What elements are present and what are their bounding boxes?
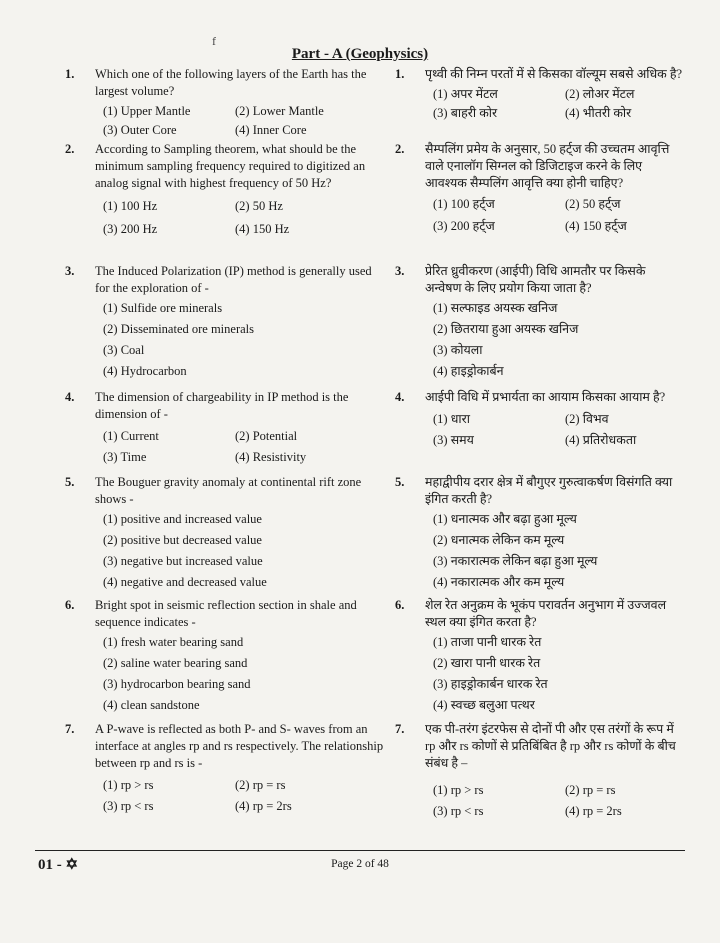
option-3: (3) negative but increased value [103,554,263,568]
option-2: (2) Lower Mantle [235,104,324,118]
question-number: 3. [65,264,75,278]
question-text: सैम्पलिंग प्रमेय के अनुसार, 50 हर्ट्ज की उच्चतम आवृत्ति वाले एनालॉग सिग्नल को डिजिटाइज करने के लिए आवश्यक सैम्पलिंग आवृत्ति क्या होनी चाहिए? [425,142,670,190]
option-2: (2) positive but decreased value [103,533,262,547]
option-1: (1) अपर मेंटल [433,87,498,101]
question-text: A P-wave is reflected as both P- and S- waves from an interface at angles rp and rs respectively. The relationship between rp and rs is - [95,722,384,770]
option-2: (2) धनात्मक लेकिन कम मूल्य [433,533,565,547]
question-5-en [65,474,385,597]
section-title: Part - A (Geophysics) [291,46,429,62]
option-4: (4) भीतरी कोर [565,106,632,120]
question-1-en [65,66,385,141]
question-text: According to Sampling theorem, what should be the minimum sampling frequency required to digitized an analog signal with highest frequency of 50 Hz? [95,142,366,190]
options [95,300,385,380]
question-number: 7. [65,722,75,736]
question-1-hi [395,66,685,141]
question-number: 1. [395,67,405,81]
question-7-en [65,721,385,815]
question-6-hi [395,597,685,721]
option-4: (4) rp = 2rs [235,799,292,813]
question-text: Bright spot in seismic reflection section in shale and sequence indicates - [95,598,357,629]
option-4: (4) Hydrocarbon [103,364,187,378]
question-text: महाद्वीपीय दरार क्षेत्र में बौगुएर गुरुत्वाकर्षण विसंगति क्या इंगित करती है? [425,475,673,506]
question-2-hi [395,141,685,263]
option-2: (2) खारा पानी धारक रेत [433,656,541,670]
question-3-en [65,263,385,389]
question-text: एक पी-तरंग इंटरफेस से दोनों पी और एस तरंगों के रूप में rp और rs कोणों से प्रतिबिंबित है rp और rs कोणों के बीच संबंध है – [425,722,676,770]
booklet-code: 01 - ✡ [38,857,79,873]
option-4: (4) 150 हर्ट्ज [565,219,627,233]
option-2: (2) rp = rs [565,783,616,797]
options [95,634,385,714]
question-6-en [65,597,385,721]
question-number: 6. [65,598,75,612]
option-2: (2) saline water bearing sand [103,656,248,670]
option-4: (4) हाइड्रोकार्बन [433,364,504,378]
option-2: (2) 50 हर्ट्ज [565,197,621,211]
option-1: (1) सल्फाइड अयस्क खनिज [433,301,558,315]
option-3: (3) कोयला [433,343,483,357]
option-1: (1) fresh water bearing sand [103,635,244,649]
options [95,777,385,815]
question-text: प्रेरित ध्रुवीकरण (आईपी) विधि आमतौर पर किसके अन्वेषण के लिए प्रयोग किया जाता है? [425,264,646,295]
option-3: (3) Outer Core [103,123,177,137]
question-number: 3. [395,264,405,278]
option-2: (2) छितराया हुआ अयस्क खनिज [433,322,579,336]
question-number: 5. [395,475,405,489]
option-2: (2) 50 Hz [235,199,283,213]
option-1: (1) rp > rs [433,783,484,797]
option-3: (3) Coal [103,343,145,357]
option-1: (1) Sulfide ore minerals [103,301,223,315]
question-text: पृथ्वी की निम्न परतों में से किसका वॉल्यूम सबसे अधिक है? [425,67,683,81]
option-1: (1) Current [103,429,159,443]
question-text: The Induced Polarization (IP) method is generally used for the exploration of - [95,264,372,295]
footer-divider [35,850,685,851]
options [395,300,685,380]
options [395,411,685,449]
question-text: The dimension of chargeability in IP method is the dimension of - [95,390,349,421]
options [95,198,385,238]
pen-mark: f [212,34,216,48]
option-3: (3) 200 हर्ट्ज [433,219,495,233]
question-text: The Bouguer gravity anomaly at continental rift zone shows - [95,475,362,506]
question-number: 7. [395,722,405,736]
hindi-column [395,66,685,820]
options [395,782,685,820]
question-text: आईपी विधि में प्रभार्यता का आयाम किसका आयाम है? [425,390,666,404]
option-2: (2) लोअर मेंटल [565,87,635,101]
option-3: (3) हाइड्रोकार्बन धारक रेत [433,677,548,691]
option-4: (4) clean sandstone [103,698,200,712]
question-text: Which one of the following layers of the Earth has the largest volume? [95,67,367,98]
option-4: (4) negative and decreased value [103,575,267,589]
option-1: (1) 100 हर्ट्ज [433,197,495,211]
option-3: (3) hydrocarbon bearing sand [103,677,251,691]
options [395,511,685,591]
question-4-hi [395,389,685,474]
question-number: 2. [65,142,75,156]
options [95,511,385,591]
option-2: (2) Potential [235,429,298,443]
question-number: 4. [395,390,405,404]
question-number: 2. [395,142,405,156]
option-4: (4) प्रतिरोधकता [565,433,637,447]
option-3: (3) rp < rs [433,804,484,818]
options [95,428,385,466]
question-2-en [65,141,385,263]
option-1: (1) ताजा पानी धारक रेत [433,635,542,649]
english-column [65,66,385,815]
options [395,634,685,714]
options [395,86,685,122]
option-1: (1) positive and increased value [103,512,262,526]
option-4: (4) नकारात्मक और कम मूल्य [433,575,565,589]
option-3: (3) 200 Hz [103,222,158,236]
option-2: (2) rp = rs [235,778,286,792]
page-number: Page 2 of 48 [331,858,389,870]
option-3: (3) समय [433,433,474,447]
options [95,103,385,139]
option-3: (3) नकारात्मक लेकिन बढ़ा हुआ मूल्य [433,554,598,568]
question-number: 1. [65,67,75,81]
option-4: (4) Resistivity [235,450,307,464]
options [395,196,685,235]
option-4: (4) rp = 2rs [565,804,622,818]
option-3: (3) Time [103,450,147,464]
question-text: शेल रेत अनुक्रम के भूकंप परावर्तन अनुभाग में उज्जवल स्थल क्या इंगित करता है? [425,598,667,629]
question-3-hi [395,263,685,389]
option-4: (4) स्वच्छ बलुआ पत्थर [433,698,535,712]
option-2: (2) Disseminated ore minerals [103,322,254,336]
option-1: (1) rp > rs [103,778,154,792]
option-4: (4) 150 Hz [235,222,290,236]
option-1: (1) धारा [433,412,470,426]
option-3: (3) बाहरी कोर [433,106,498,120]
question-5-hi [395,474,685,597]
option-1: (1) धनात्मक और बढ़ा हुआ मूल्य [433,512,577,526]
option-1: (1) Upper Mantle [103,104,191,118]
question-number: 4. [65,390,75,404]
question-number: 6. [395,598,405,612]
option-1: (1) 100 Hz [103,199,158,213]
question-7-hi [395,721,685,820]
option-3: (3) rp < rs [103,799,154,813]
question-number: 5. [65,475,75,489]
option-4: (4) Inner Core [235,123,307,137]
option-2: (2) विभव [565,412,609,426]
question-4-en [65,389,385,474]
